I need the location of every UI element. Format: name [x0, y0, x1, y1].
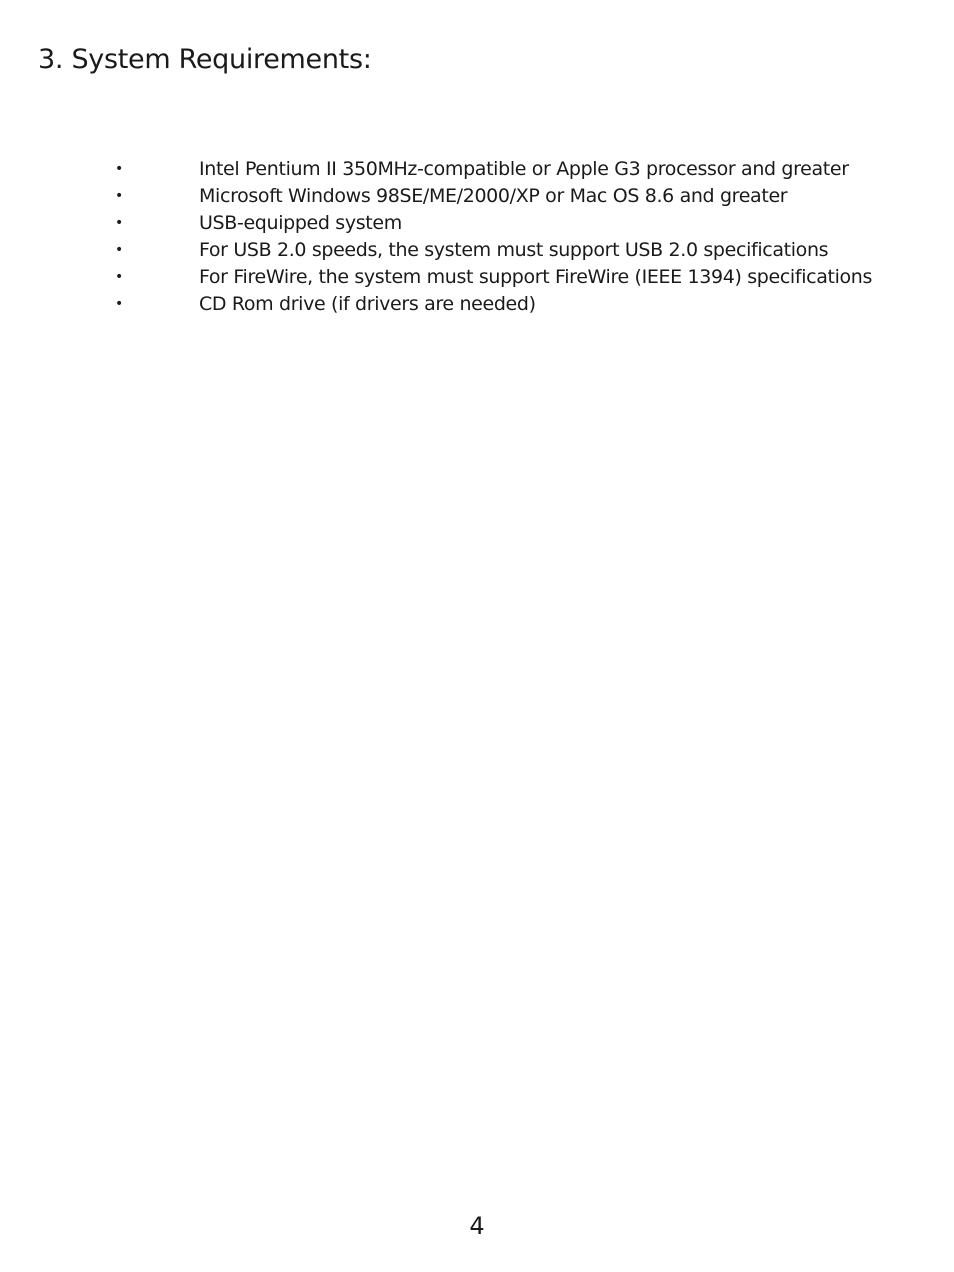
list-item [0, 210, 954, 237]
requirement-text: Microsoft Windows 98SE/ME/2000/XP or Mac OS 8.6 and greater [199, 185, 788, 207]
requirement-text: For USB 2.0 speeds, the system must support USB 2.0 specifications [199, 239, 829, 261]
list-item [0, 156, 954, 183]
list-item [0, 237, 954, 264]
bullet-icon: • [115, 296, 124, 312]
bullet-icon: • [115, 188, 124, 204]
bullet-icon: • [115, 161, 124, 177]
requirement-text: CD Rom drive (if drivers are needed) [199, 293, 536, 315]
section-title: 3. System Requirements: [38, 44, 372, 75]
bullet-icon: • [115, 269, 124, 285]
requirements-list [0, 156, 954, 318]
page-number: 4 [469, 1212, 485, 1240]
list-item [0, 264, 954, 291]
requirement-text: Intel Pentium II 350MHz-compatible or Apple G3 processor and greater [199, 158, 849, 180]
requirement-text: USB-equipped system [199, 212, 402, 234]
bullet-icon: • [115, 242, 124, 258]
list-item [0, 291, 954, 318]
bullet-icon: • [115, 215, 124, 231]
list-item [0, 183, 954, 210]
requirement-text: For FireWire, the system must support FireWire (IEEE 1394) specifications [199, 266, 873, 288]
